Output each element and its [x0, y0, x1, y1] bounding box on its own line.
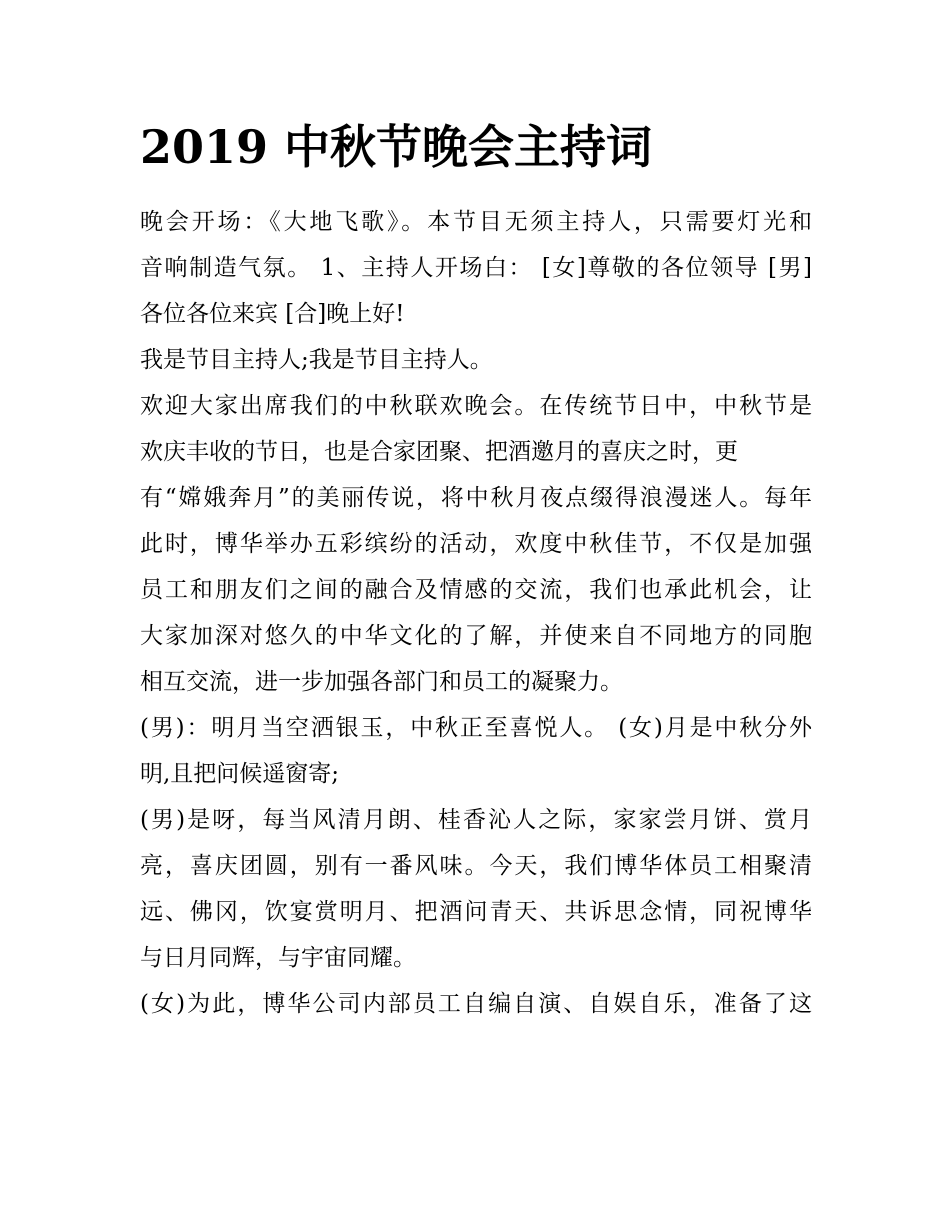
text-line: 明,且把问候遥窗寄;	[140, 761, 340, 787]
text-line: 各位各位来宾 [合]晚上好!	[140, 301, 405, 327]
text-line: 我是节目主持人;我是节目主持人。	[140, 347, 493, 373]
text-line: 晚会开场：《大地飞歌》。本节目无须主持人，只需要灯光和	[140, 209, 812, 235]
text-line: 大家加深对悠久的中华文化的了解，并使来自不同地方的同胞	[140, 623, 812, 649]
text-line: 远、佛冈，饮宴赏明月、把酒问青天、共诉思念情，同祝博华	[140, 899, 812, 925]
document-title: 2019 中秋节晚会主持词	[140, 120, 653, 174]
text-line: (女)为此，博华公司内部员工自编自演、自娱自乐，准备了这	[140, 991, 812, 1017]
text-line: 欢迎大家出席我们的中秋联欢晚会。在传统节日中，中秋节是	[140, 393, 812, 419]
text-line: (男)是呀，每当风清月朗、桂香沁人之际，家家尝月饼、赏月	[140, 807, 812, 833]
text-line: 与日月同辉，与宇宙同耀。	[140, 945, 416, 971]
text-line: 此时，博华举办五彩缤纷的活动，欢度中秋佳节，不仅是加强	[140, 531, 812, 557]
text-line: 有“嫦娥奔月”的美丽传说，将中秋月夜点缀得浪漫迷人。每年	[140, 485, 812, 511]
text-line: 相互交流，进一步加强各部门和员工的凝聚力。	[140, 669, 623, 695]
text-line: 员工和朋友们之间的融合及情感的交流，我们也承此机会，让	[140, 577, 812, 603]
text-line: (男)：明月当空洒银玉，中秋正至喜悦人。 (女)月是中秋分外	[140, 715, 812, 741]
document-body	[140, 199, 812, 1027]
text-line: 音响制造气氛。 1、主持人开场白： [女]尊敬的各位领导 [男]	[140, 255, 812, 281]
text-line: 亮，喜庆团圆，别有一番风味。今天，我们博华体员工相聚清	[140, 853, 812, 879]
text-line: 欢庆丰收的节日，也是合家团聚、把酒邀月的喜庆之时，更	[140, 439, 738, 465]
